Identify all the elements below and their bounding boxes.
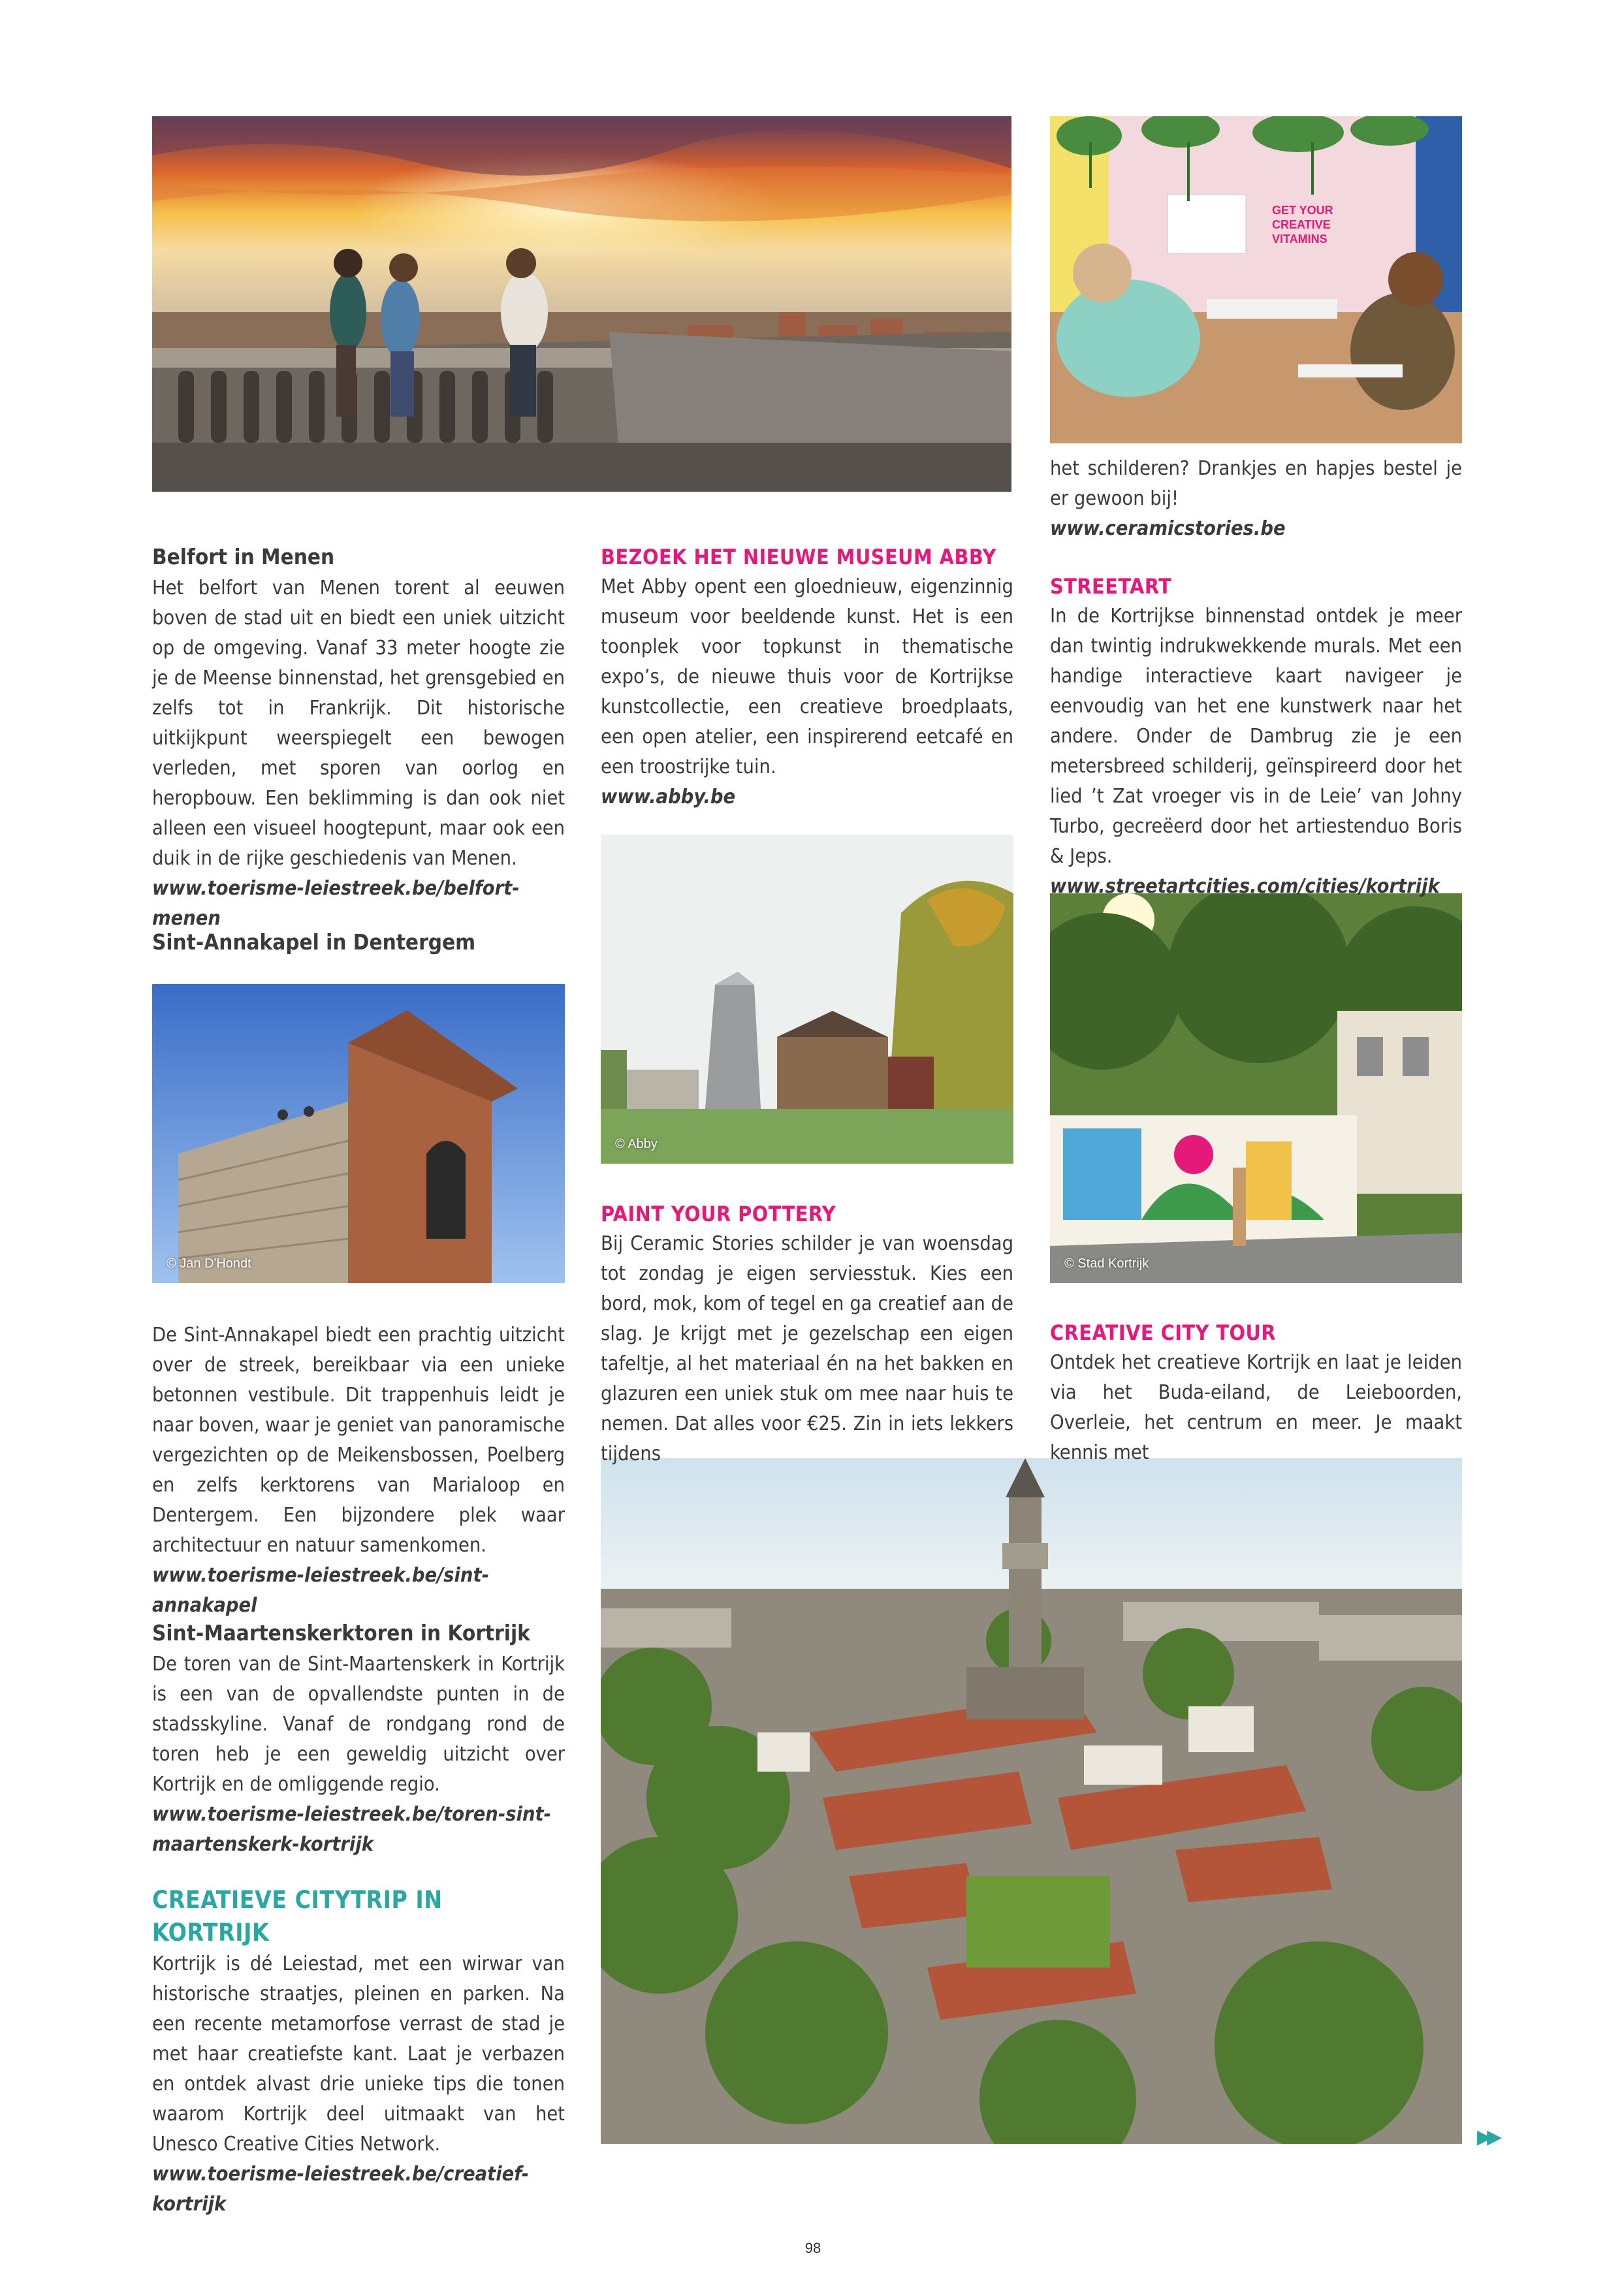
tour-section bbox=[1050, 1318, 1462, 1468]
photo-credit: © Abby bbox=[615, 1137, 658, 1151]
maarten-link-part2: maartenskerk-kortrijk bbox=[152, 1833, 374, 1856]
streetart-text: In de Kortrijkse binnenstad ontdek je meer dan twintig indrukwekkende murals. Met een handige interactieve kaart navigeer je eenvoudig van het ene kunstwerk naar het andere. Onder de Dambrug zie je een metersbreed schilderij, geïnspireerd door het lied ’t Zat vroeger vis in de Leie’ van Johny Turbo, gecreëerd door het artiestenduo Boris & Jeps. bbox=[1050, 605, 1462, 868]
belfort-photo bbox=[152, 116, 1011, 492]
maarten-link-part1: www.toerisme-leiestreek.be/toren-sint- bbox=[152, 1803, 552, 1826]
streetart-section bbox=[1050, 571, 1462, 902]
belfort-link[interactable]: www.toerisme-leiestreek.be/belfort-menen bbox=[152, 877, 520, 930]
annakapel-link[interactable]: www.toerisme-leiestreek.be/sint-annakapel bbox=[152, 1564, 489, 1617]
next-page-arrow-icon[interactable]: ▶▶ bbox=[1477, 2126, 1497, 2148]
svg-text:VITAMINS: VITAMINS bbox=[1272, 232, 1328, 246]
sint-annakapel-photo bbox=[152, 984, 565, 1283]
ceramic-stories-photo bbox=[1050, 116, 1462, 443]
abby-museum-photo bbox=[601, 835, 1013, 1164]
svg-text:CREATIVE: CREATIVE bbox=[1272, 218, 1331, 231]
streetart-photo bbox=[1050, 893, 1462, 1283]
streetart-link[interactable]: www.streetartcities.com/cities/kortrijk bbox=[1050, 875, 1440, 898]
pottery-continued bbox=[1050, 454, 1462, 544]
maarten-link[interactable] bbox=[152, 1800, 565, 1860]
citytrip-title: CREATIEVE CITYTRIP IN KORTRIJK bbox=[152, 1886, 443, 1947]
svg-text:GET YOUR: GET YOUR bbox=[1272, 204, 1333, 217]
belfort-text: Het belfort van Menen torent al eeuwen boven de stad uit en biedt een uniek uitzicht op de omgeving. Vanaf 33 meter hoogte zie je de Meense binnenstad, het grensgebied en zelfs tot in Frankrijk. Dit historische uitkijkpunt weerspiegelt een bewogen verleden, met sporen van oorlog en heropbouw. Een beklimming is dan ook niet alleen een visueel hoogtepunt, maar ook een duik in de rijke geschiedenis van Menen. bbox=[152, 577, 565, 870]
tour-text: Ontdek het creatieve Kortrijk en laat je leiden via het Buda-eiland, de Leieboorden, Overleie, het centrum en meer. Je maakt kennis met bbox=[1050, 1351, 1462, 1464]
maarten-text: De toren van de Sint-Maartenskerk in Kortrijk is een van de opvallendste punten in de stadsskyline. Vanaf de rondgang rond de toren heb je een geweldig uitzicht over Kortrijk en de omliggende regio. bbox=[152, 1653, 565, 1796]
streetart-title: STREETART bbox=[1050, 574, 1172, 599]
annakapel-heading bbox=[152, 927, 565, 959]
abby-link[interactable]: www.abby.be bbox=[601, 786, 736, 808]
belfort-section bbox=[152, 542, 565, 934]
tour-title: CREATIVE CITY TOUR bbox=[1050, 1320, 1277, 1345]
citytrip-text: Kortrijk is dé Leiestad, met een wirwar van historische straatjes, pleinen en parken. Na een recente metamorfose verrast de stad je met haar creatiefste kant. Laat je verbazen en ontdek alvast drie unieke tips die tonen waarom Kortrijk deel uitmaakt van het Unesco Creative Cities Network. bbox=[152, 1953, 565, 2156]
photo-credit: © Stad Kortrijk bbox=[1064, 1256, 1149, 1271]
ceramic-link[interactable]: www.ceramicstories.be bbox=[1050, 517, 1286, 540]
pottery-section bbox=[601, 1199, 1013, 1469]
maarten-title: Sint-Maartenskerktoren in Kortrijk bbox=[152, 1620, 530, 1646]
annakapel-title: Sint-Annakapel in Dentergem bbox=[152, 929, 476, 955]
pottery-cont-text: het schilderen? Drankjes en hapjes bestel je er gewoon bij! bbox=[1050, 457, 1462, 510]
abby-text: Met Abby opent een gloednieuw, eigenzinnig museum voor beeldende kunst. Het is een toonplek voor topkunst in thematische expo’s, de nieuwe thuis voor de Kortrijkse kunstcollectie, een creatieve broedplaats, een open atelier, een inspirerend eetcafé en een troostrijke tuin. bbox=[601, 575, 1013, 778]
abby-title: BEZOEK HET NIEUWE MUSEUM ABBY bbox=[601, 545, 996, 569]
belfort-title: Belfort in Menen bbox=[152, 544, 335, 569]
page-number: 98 bbox=[804, 2240, 821, 2256]
annakapel-section bbox=[152, 1320, 565, 1621]
pottery-text: Bij Ceramic Stories schilder je van woensdag tot zondag je eigen serviesstuk. Kies een bord, mok, kom of tegel en ga creatief aan de slag. Je krijgt met je gezelschap een eigen tafeltje, al het materiaal én na het bakken en glazuren een uniek stuk om mee naar huis te nemen. Dat alles voor €25. Zin in iets lekkers tijdens bbox=[601, 1232, 1013, 1465]
maarten-section bbox=[152, 1618, 565, 1860]
kortrijk-aerial-photo bbox=[601, 1458, 1462, 2144]
citytrip-section bbox=[152, 1884, 565, 2220]
abby-section bbox=[601, 542, 1013, 812]
pottery-title: PAINT YOUR POTTERY bbox=[601, 1202, 836, 1226]
photo-credit: © Jan D'Hondt bbox=[167, 1256, 251, 1271]
annakapel-text: De Sint-Annakapel biedt een prachtig uitzicht over de streek, bereikbaar via een unieke betonnen vestibule. Dit trappenhuis leidt je naar boven, waar je geniet van panoramische vergezichten op de Meikensbossen, Poelberg en zelfs kerktorens van Marialoop en Dentergem. Een bijzondere plek waar architectuur en natuur samenkomen. bbox=[152, 1324, 565, 1557]
citytrip-link[interactable]: www.toerisme-leiestreek.be/creatief-kortrijk bbox=[152, 2163, 530, 2216]
